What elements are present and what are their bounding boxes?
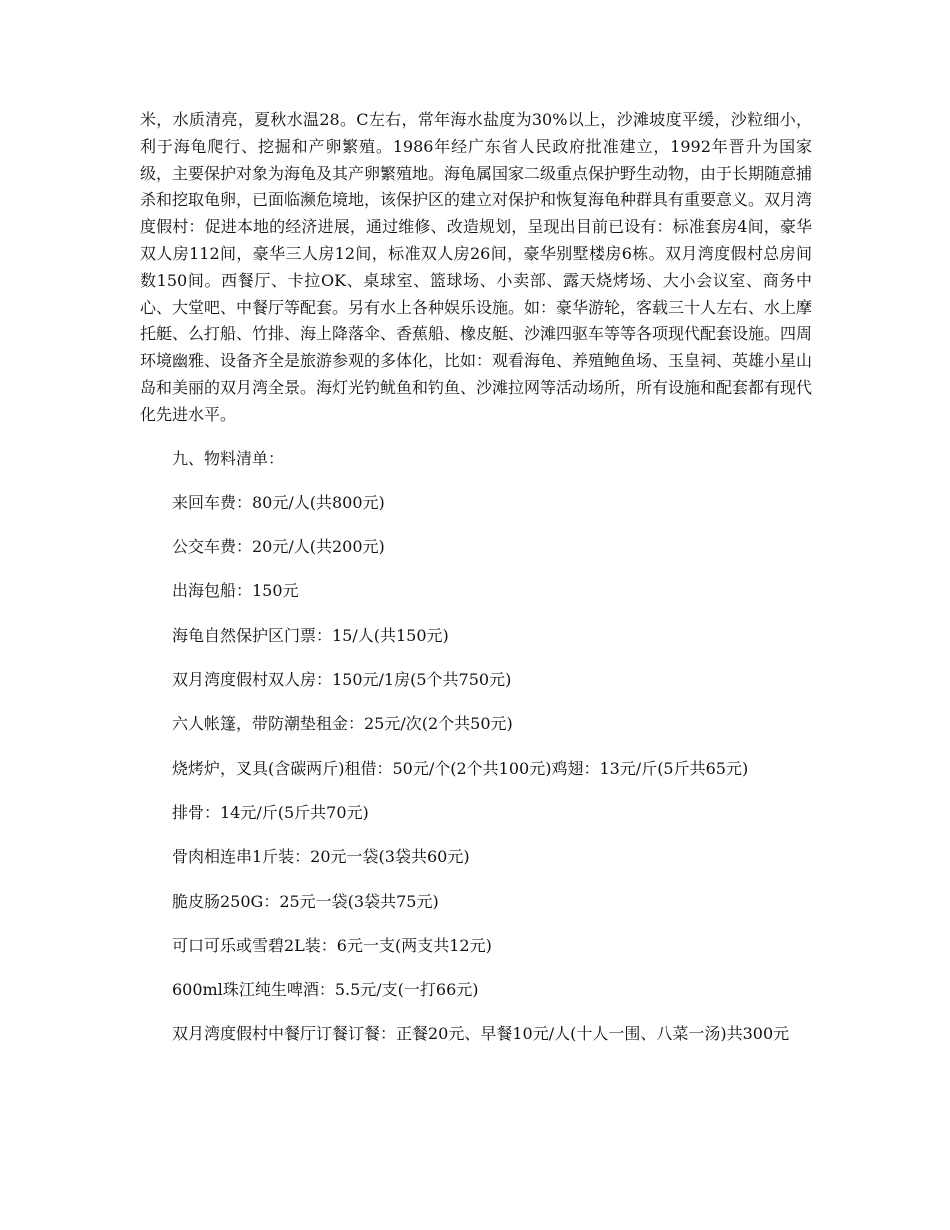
list-item: 可口可乐或雪碧2L装：6元一支(两支共12元) [172, 935, 492, 955]
list-item: 排骨：14元/斤(5斤共70元) [172, 802, 369, 822]
list-item: 海龟自然保护区门票：15/人(共150元) [172, 625, 449, 645]
list-item: 来回车费：80元/人(共800元) [172, 492, 385, 512]
section-heading: 九、物料清单： [172, 448, 285, 468]
list-item: 600ml珠江纯生啤酒：5.5元/支(一打66元) [172, 980, 479, 1000]
list-item: 六人帐篷，带防潮垫租金：25元/次(2个共50元) [172, 714, 513, 734]
list-item: 双月湾度假村中餐厅订餐订餐：正餐20元、早餐10元/人(十人一围、八菜一汤)共300元 [172, 1024, 790, 1044]
list-item: 烧烤炉，叉具(含碳两斤)租借：50元/个(2个共100元)鸡翅：13元/斤(5斤共65元) [172, 758, 749, 778]
list-item: 脆皮肠250G：25元一袋(3袋共75元) [172, 891, 439, 911]
materials-list [140, 446, 812, 1048]
list-item: 出海包船：150元 [172, 581, 299, 601]
list-item: 公交车费：20元/人(共200元) [172, 537, 385, 557]
list-item: 双月湾度假村双人房：150元/1房(5个共750元) [172, 670, 512, 690]
list-item: 骨肉相连串1斤装：20元一袋(3袋共60元) [172, 847, 470, 867]
intro-paragraph: 米，水质清亮，夏秋水温28。C左右，常年海水盐度为30%以上，沙滩坡度平缓，沙粒细小，利于海龟爬行、挖掘和产卵繁殖。1986年经广东省人民政府批准建立，1992年晋升为国家级，主要保护对象为海龟及其产卵繁殖地。海龟属国家二级重点保护野生动物，由于长期随意捕杀和挖取龟卵，已面临濒危境地，该保护区的建立对保护和恢复海龟种群具有重要意义。双月湾度假村：促进本地的经济进展，通过维修、改造规划，呈现出目前已设有：标准套房4间，豪华双人房112间，豪华三人房12间，标准双人房26间，豪华别墅楼房6栋。双月湾度假村总房间数150间。西餐厅、卡拉OK、桌球室、篮球场、小卖部、露天烧烤场、大小会议室、商务中心、大堂吧、中餐厅等配套。另有水上各种娱乐设施。如：豪华游轮，客载三十人左右、水上摩托艇、么打船、竹排、海上降落伞、香蕉船、橡皮艇、沙滩四驱车等等各项现代配套设施。四周环境幽雅、设备齐全是旅游参观的多体化，比如：观看海龟、养殖鲍鱼场、玉皇祠、英雄小星山岛和美丽的双月湾全景。海灯光钓鱿鱼和钓鱼、沙滩拉网等活动场所，所有设施和配套都有现代化先进水平。 [140, 110, 813, 424]
document-page [140, 107, 812, 1066]
